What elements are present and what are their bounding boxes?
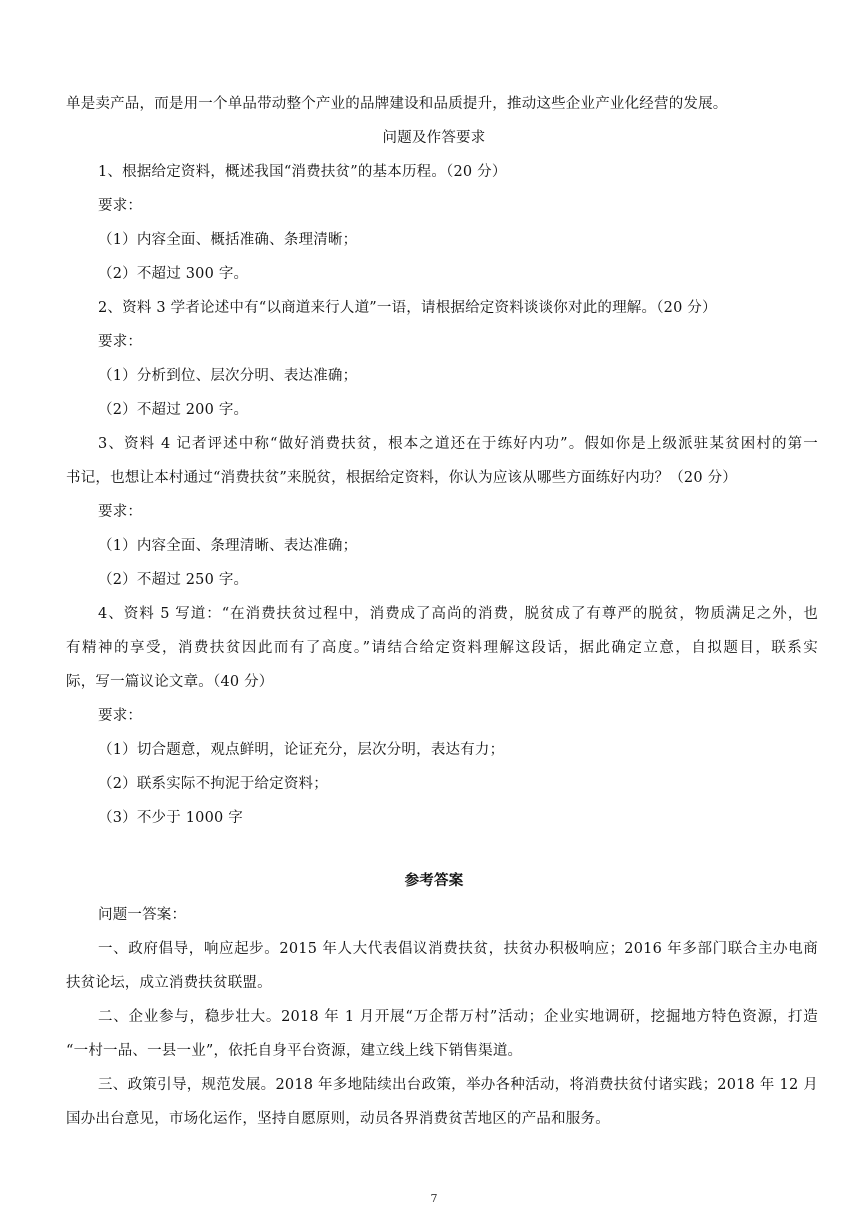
requirement-item: （2）联系实际不拘泥于给定资料； (98, 776, 328, 792)
answer-paragraph: 二、企业参与，稳步壮大。2018 年 1 月开展“万企帮万村”活动；企业实地调研，挖掘地方特色资源，打造 (98, 1009, 818, 1025)
requirement-item: （1）内容全面、概括准确、条理清晰； (98, 232, 358, 248)
question-4-cont: 际，写一篇议论文章。（40 分） (66, 674, 274, 690)
section-heading: 问题及作答要求 (382, 130, 486, 146)
requirement-item: （2）不超过 250 字。 (98, 572, 249, 588)
answer-paragraph-cont: 国办出台意见，市场化运作，坚持自愿原则，动员各界消费贫苦地区的产品和服务。 (66, 1111, 610, 1127)
answer-heading: 参考答案 (404, 872, 464, 889)
answer-label: 问题一答案： (98, 907, 187, 923)
requirement-label: 要求： (98, 504, 143, 520)
question-3-cont: 书记，也想让本村通过“消费扶贫”来脱贫，根据给定资料，你认为应该从哪些方面练好内功？（20 分） (66, 470, 737, 486)
question-4: 4、资料 5 写道：“在消费扶贫过程中，消费成了高尚的消费，脱贫成了有尊严的脱贫，物质满足之外，也 (98, 606, 818, 622)
requirement-label: 要求： (98, 198, 143, 214)
answer-paragraph-cont: “一村一品、一县一业”，依托自身平台资源，建立线上线下销售渠道。 (66, 1043, 523, 1059)
answer-paragraph: 一、政府倡导，响应起步。2015 年人大代表倡议消费扶贫，扶贫办积极响应；2016 年多部门联合主办电商 (98, 941, 818, 957)
page-number: 7 (430, 1192, 438, 1205)
requirement-item: （2）不超过 300 字。 (98, 266, 249, 282)
requirement-item: （3）不少于 1000 字 (98, 810, 243, 826)
text-line: 单是卖产品，而是用一个单品带动整个产业的品牌建设和品质提升，推动这些企业产业化经营的发展。 (66, 96, 728, 112)
requirement-label: 要求： (98, 708, 143, 724)
requirement-item: （2）不超过 200 字。 (98, 402, 249, 418)
requirement-item: （1）分析到位、层次分明、表达准确； (98, 368, 358, 384)
question-4-cont: 有精神的享受，消费扶贫因此而有了高度。”请结合给定资料理解这段话，据此确定立意，自拟题目，联系实 (66, 640, 818, 656)
requirement-label: 要求： (98, 334, 143, 350)
question-1: 1、根据给定资料，概述我国“消费扶贫”的基本历程。（20 分） (98, 164, 507, 180)
answer-paragraph: 三、政策引导，规范发展。2018 年多地陆续出台政策，举办各种活动，将消费扶贫付诸实践；2018 年 12 月 (98, 1077, 818, 1093)
answer-paragraph-cont: 扶贫论坛，成立消费扶贫联盟。 (66, 975, 272, 991)
requirement-item: （1）切合题意，观点鲜明，论证充分，层次分明，表达有力； (98, 742, 505, 758)
question-3: 3、资料 4 记者评述中称“做好消费扶贫，根本之道还在于练好内功”。假如你是上级派驻某贫困村的第一 (98, 436, 818, 452)
question-2: 2、资料 3 学者论述中有“以商道来行人道”一语，请根据给定资料谈谈你对此的理解。（20 分） (98, 300, 717, 316)
requirement-item: （1）内容全面、条理清晰、表达准确； (98, 538, 358, 554)
